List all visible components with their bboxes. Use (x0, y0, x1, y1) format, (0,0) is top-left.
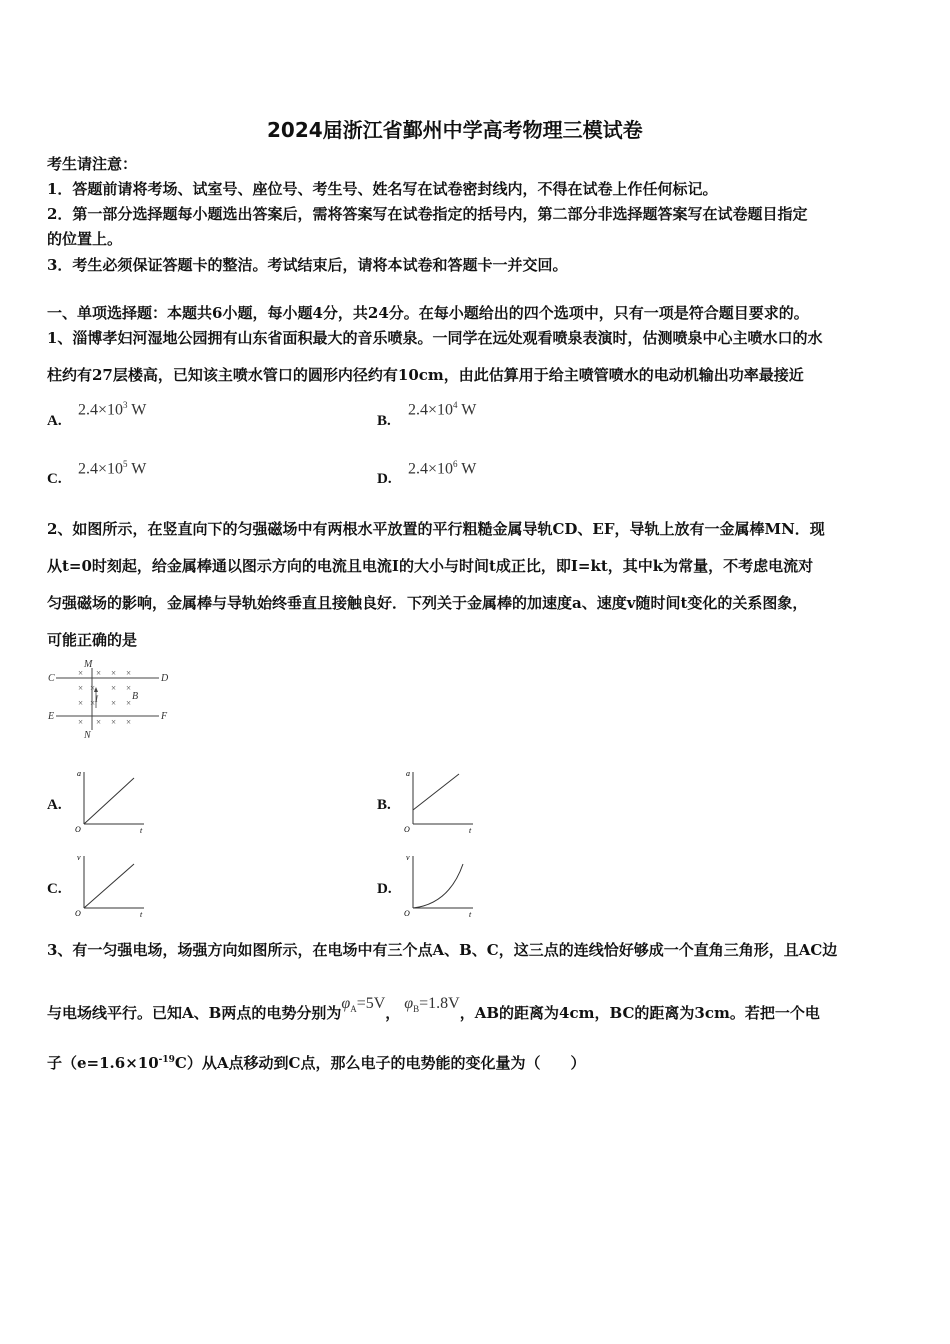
q2-option-c-label: C. (47, 881, 62, 897)
cross: × (111, 683, 117, 693)
cross: × (78, 683, 84, 693)
graph-line (84, 864, 134, 908)
graph-d (401, 850, 481, 920)
y-label: a (77, 769, 81, 778)
graph-line (84, 778, 134, 824)
origin-label: O (75, 825, 81, 834)
cross: × (126, 683, 132, 693)
y-label: v (406, 853, 410, 862)
q1-option-d-label: D. (377, 471, 392, 487)
q1-option-b-value: $2.4\times 10^4$ W (408, 400, 477, 419)
q1-stem-line1: 1、淄博孝妇河湿地公园拥有山东省面积最大的音乐喷泉。一同学在远处观看喷泉表演时，估测喷泉中心主喷水口的水 (47, 329, 823, 347)
graph-line (413, 774, 459, 810)
field-crosses (78, 668, 131, 727)
cross: × (126, 698, 132, 708)
label-f: F (161, 711, 168, 722)
cross: × (111, 717, 117, 727)
graph-c (72, 850, 152, 920)
q1-stem-line2: 柱约有27层楼高，已知该主喷水管口的圆形内径约有10cm，由此估算用于给主喷管喷水的电动机输出功率最接近 (47, 366, 804, 384)
origin-label: O (75, 909, 81, 918)
label-c: C (48, 673, 55, 684)
q3-stem-line3: 子$(e=1.6\times 10^{-19}C)$从A点移动到C点，那么电子的电势能的变化量为（ ） (47, 1054, 586, 1072)
page-title: 2024届浙江省鄞州中学高考物理三模试卷 (267, 118, 643, 142)
q1-option-c-value: $2.4\times 10^5$ W (78, 459, 147, 478)
q2-option-b-label: B. (377, 797, 391, 813)
x-label: t (469, 910, 472, 919)
q3-stem-line1: 3、有一匀强电场，场强方向如图所示，在电场中有三个点A、B、C，这三点的连线恰好够成一个直角三角形，且AC边 (47, 941, 838, 959)
cross: × (96, 668, 102, 678)
cross: × (111, 668, 117, 678)
cross: × (90, 698, 96, 708)
q2-stem-line3: 匀强磁场的影响，金属棒与导轨始终垂直且接触良好．下列关于金属棒的加速度a、速度v随时间t变化的关系图象， (47, 594, 808, 612)
label-e: E (48, 711, 55, 722)
q1-option-c-label: C. (47, 471, 62, 487)
label-n: N (84, 730, 91, 740)
q2-stem-line4: 可能正确的是 (47, 631, 138, 649)
graph-a (72, 766, 152, 836)
q1-option-d-value: $2.4\times 10^6$ W (408, 459, 477, 478)
origin-label: O (404, 825, 410, 834)
q1-option-a-label: A. (47, 413, 62, 429)
q1-option-a-value: $2.4\times 10^3$ W (78, 400, 147, 419)
cross: × (96, 717, 102, 727)
q1-option-b-label: B. (377, 413, 391, 429)
cross: × (78, 717, 84, 727)
cross: × (126, 717, 132, 727)
graph-b (401, 766, 481, 836)
rail-figure (44, 658, 174, 740)
q2-option-a-label: A. (47, 797, 62, 813)
q2-stem-line2: 从t=0时刻起，给金属棒通以图示方向的电流且电流I的大小与时间t成正比，即I=kt，其中k为常量，不考虑电流对 (47, 557, 814, 575)
y-label: a (406, 769, 410, 778)
label-m: M (84, 659, 93, 670)
graph-curve (413, 864, 463, 908)
q3-stem-line2: 与电场线平行。已知A、B两点的电势分别为$\varphi_A=5V$，$\varphi_B=1.8V$，AB的距离为4cm，BC的距离为3cm。若把一个电 (47, 995, 820, 1022)
cross: × (78, 668, 84, 678)
cross: × (90, 683, 96, 693)
x-label: t (140, 910, 143, 919)
cross: × (78, 698, 84, 708)
label-d: D (161, 673, 169, 684)
notice-heading: 考生请注意： (47, 155, 138, 173)
section-header: 一、单项选择题：本题共6小题，每小题4分，共24分。在每小题给出的四个选项中，只有一项是符合题目要求的。 (47, 304, 809, 322)
label-i: I (95, 694, 98, 704)
label-b: B (132, 691, 139, 702)
x-label: t (140, 826, 143, 835)
notice-item-3: 3．考生必须保证答题卡的整洁。考试结束后，请将本试卷和答题卡一并交回。 (47, 256, 568, 274)
notice-item-2-cont: 的位置上。 (47, 230, 123, 248)
origin-label: O (404, 909, 410, 918)
notice-item-1: 1．答题前请将考场、试室号、座位号、考生号、姓名写在试卷密封线内，不得在试卷上作任何标记。 (47, 180, 718, 198)
x-label: t (469, 826, 472, 835)
cross: × (111, 698, 117, 708)
cross: × (126, 668, 132, 678)
y-label: v (77, 853, 81, 862)
q2-option-d-label: D. (377, 881, 392, 897)
notice-item-2: 2．第一部分选择题每小题选出答案后，需将答案写在试卷指定的括号内，第二部分非选择题答案写在试卷题目指定 (47, 205, 808, 223)
q2-stem-line1: 2、如图所示，在竖直向下的匀强磁场中有两根水平放置的平行粗糙金属导轨CD、EF，导轨上放有一金属棒MN．现 (47, 520, 825, 538)
